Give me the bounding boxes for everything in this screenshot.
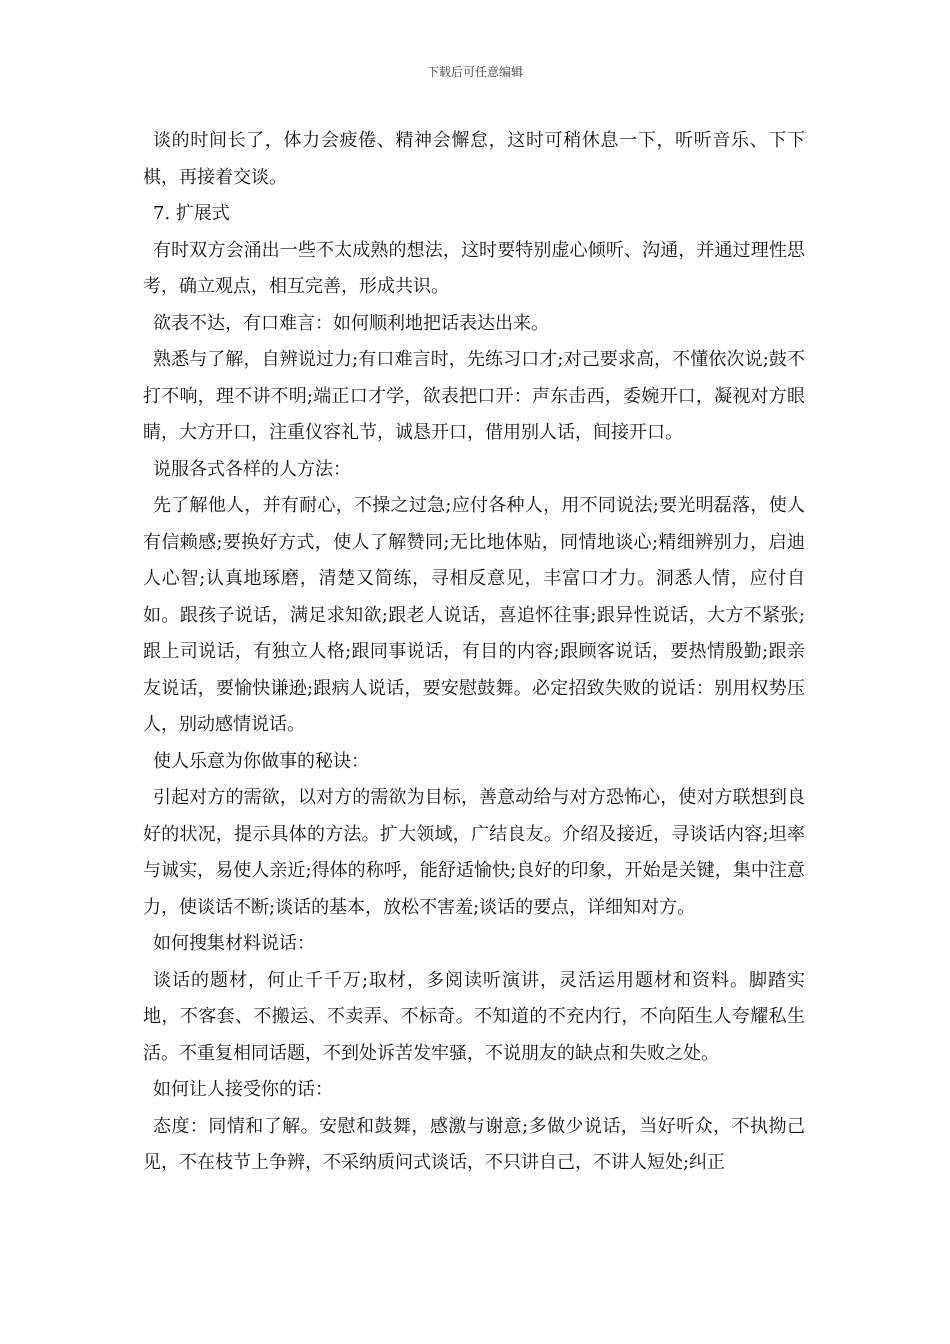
paragraph: 引起对方的需欲，以对方的需欲为目标，善意动给与对方恐怖心，使对方联想到良好的状况，提示具体的方法。扩大领域，广结良友。介绍及接近，寻谈话内容;坦率与诚实，易使人亲近;得体的称呼，能舒适愉快;良好的印象，开始是关键，集中注意力，使谈话不断;谈话的基本，放松不害羞;谈话的要点，详细知对方。 — [143, 787, 805, 918]
paragraph: 有时双方会涌出一些不太成熟的想法，这时要特别虚心倾听、沟通，并通过理性思考，确立观点，相互完善，形成共识。 — [143, 239, 805, 297]
paragraph-heading: 如何让人接受你的话： — [153, 1079, 333, 1100]
paragraph: 谈的时间长了，体力会疲倦、精神会懈怠，这时可稍休息一下，听听音乐、下下棋，再接着交谈。 — [143, 130, 805, 188]
paragraph: 态度：同情和了解。安慰和鼓舞，感激与谢意;多做少说话，当好听众，不执拗己见，不在枝节上争辨，不采纳质问式谈话，不只讲自己，不讲人短处;纠正 — [143, 1115, 805, 1173]
section-heading: 7. 扩展式 — [153, 203, 230, 224]
paragraph-heading: 如何搜集材料说话： — [153, 933, 315, 954]
paragraph: 先了解他人，并有耐心，不操之过急;应付各种人，用不同说法;要光明磊落，使人有信赖感;要换好方式，使人了解赞同;无比地体贴，同情地谈心;精细辨别力，启迪人心智;认真地琢磨，清楚又简练，寻相反意见，丰富口才力。洞悉人情，应付自如。跟孩子说话，满足求知欲;跟老人说话，喜追怀往事;跟异性说话，大方不紧张;跟上司说话，有独立人格;跟同事说话，有目的内容;跟顾客说话，要热情殷勤;跟亲友说话，要愉快谦逊;跟病人说话，要安慰鼓舞。必定招致失败的说话：别用权势压人，别动感情说话。 — [143, 495, 805, 735]
paragraph: 谈话的题材，何止千千万;取材，多阅读听演讲，灵活运用题材和资料。脚踏实地，不客套、不搬运、不卖弄、不标奇。不知道的不充内行，不向陌生人夸耀私生活。不重复相同话题，不到处诉苦发牢骚，不说朋友的缺点和失败之处。 — [143, 969, 805, 1064]
paragraph: 熟悉与了解，自辨说过力;有口难言时，先练习口才;对己要求高，不懂依次说;鼓不打不响，理不讲不明;端正口才学，欲表把口开：声东击西，委婉开口，凝视对方眼睛，大方开口，注重仪容礼节，诚恳开口，借用别人话，间接开口。 — [143, 349, 805, 443]
paragraph-heading: 欲表不达，有口难言：如何顺利地把话表达出来。 — [153, 312, 549, 334]
page-header: 下载后可任意编辑 — [426, 65, 523, 79]
paragraph-heading: 说服各式各样的人方法： — [153, 458, 351, 480]
paragraph-heading: 使人乐意为你做事的秘诀： — [153, 750, 369, 772]
document-body — [143, 123, 805, 1182]
